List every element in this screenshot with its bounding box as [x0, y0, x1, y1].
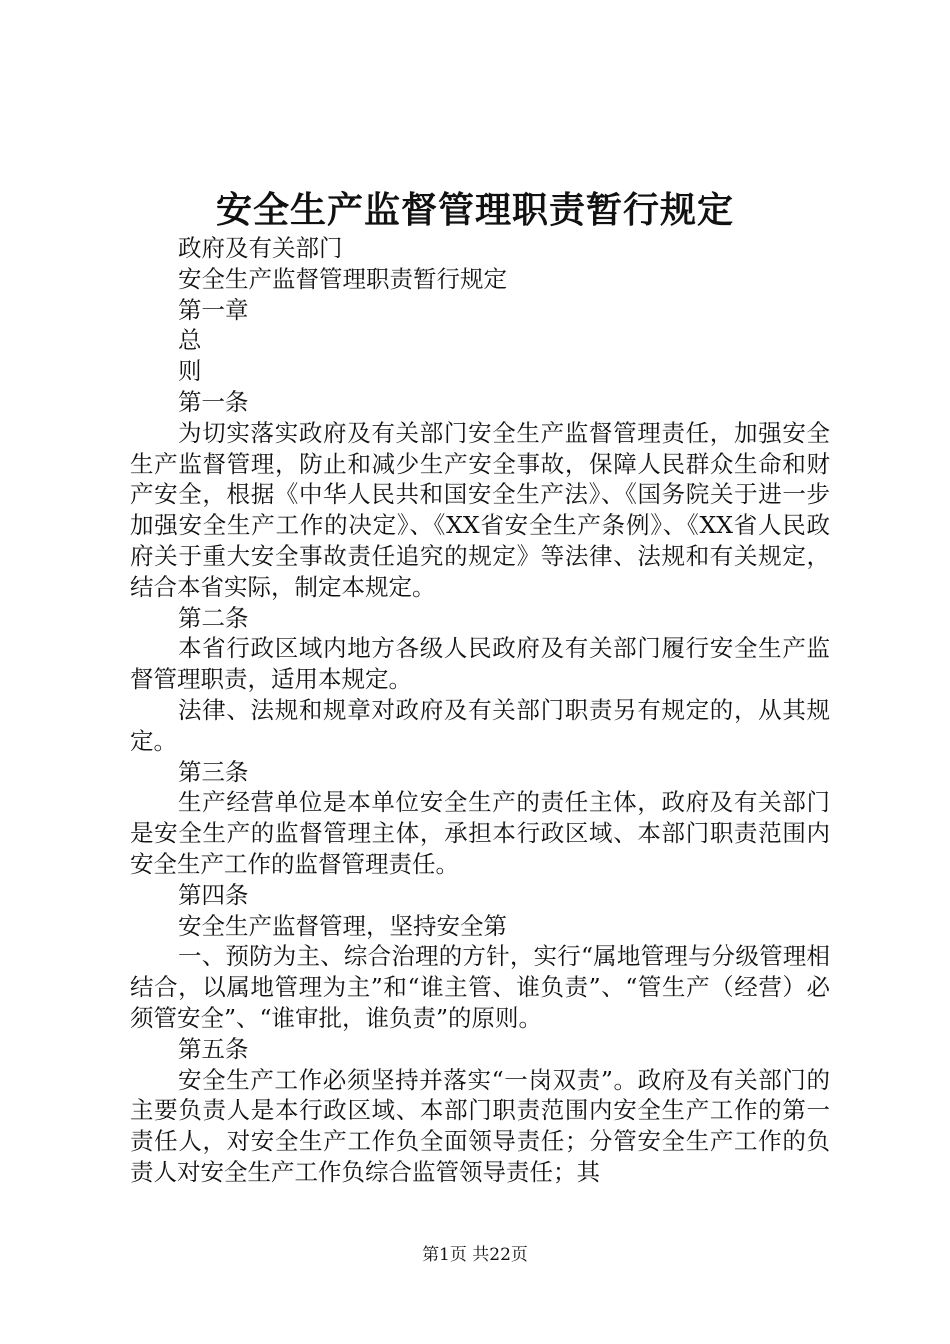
article-heading: 第五条: [178, 1034, 249, 1063]
chapter-heading: 第一章: [178, 295, 249, 324]
paragraph: 为切实落实政府及有关部门安全生产监督管理责任，加强安全生产监督管理，防止和减少生产安全事故，保障人民群众生命和财产安全，根据《中华人民共和国安全生产法》、《国务院关于进一步加强安全生产工作的决定》、《XX省安全生产条例》、《XX省人民政府关于重大安全事故责任追究的规定》等法律、法规和有关规定，结合本省实际，制定本规定。: [130, 418, 830, 601]
paragraph: 安全生产工作必须坚持并落实“一岗双责”。政府及有关部门的主要负责人是本行政区域、本部门职责范围内安全生产工作的第一责任人，对安全生产工作负全面领导责任；分管安全生产工作的负责人对安全生产工作负综合监管领导责任；其: [130, 1065, 830, 1186]
document-body: [130, 233, 830, 1188]
article-heading: 第四条: [178, 880, 249, 909]
paragraph: 本省行政区域内地方各级人民政府及有关部门履行安全生产监督管理职责，适用本规定。: [130, 634, 830, 694]
paragraph: 生产经营单位是本单位安全生产的责任主体，政府及有关部门是安全生产的监督管理主体，承担本行政区域、本部门职责范围内安全生产工作的监督管理责任。: [130, 788, 830, 878]
paragraph: 安全生产监督管理，坚持安全第: [178, 911, 507, 940]
paragraph: 一、预防为主、综合治理的方针，实行“属地管理与分级管理相结合，以属地管理为主”和“谁主管、谁负责”、“管生产（经营）必须管安全”、“谁审批，谁负责”的原则。: [130, 942, 830, 1032]
article-heading: 第一条: [178, 387, 249, 416]
paragraph: 安全生产监督管理职责暂行规定: [178, 264, 507, 293]
paragraph: 法律、法规和规章对政府及有关部门职责另有规定的，从其规定。: [130, 695, 830, 755]
chapter-title-part: 总: [178, 326, 202, 355]
article-heading: 第二条: [178, 603, 249, 632]
chapter-title-part: 则: [178, 357, 202, 386]
page-footer: 第1页 共22页: [422, 1245, 528, 1265]
paragraph: 政府及有关部门: [178, 234, 343, 262]
article-heading: 第三条: [178, 757, 249, 786]
document-title: 安全生产监督管理职责暂行规定: [215, 189, 734, 231]
